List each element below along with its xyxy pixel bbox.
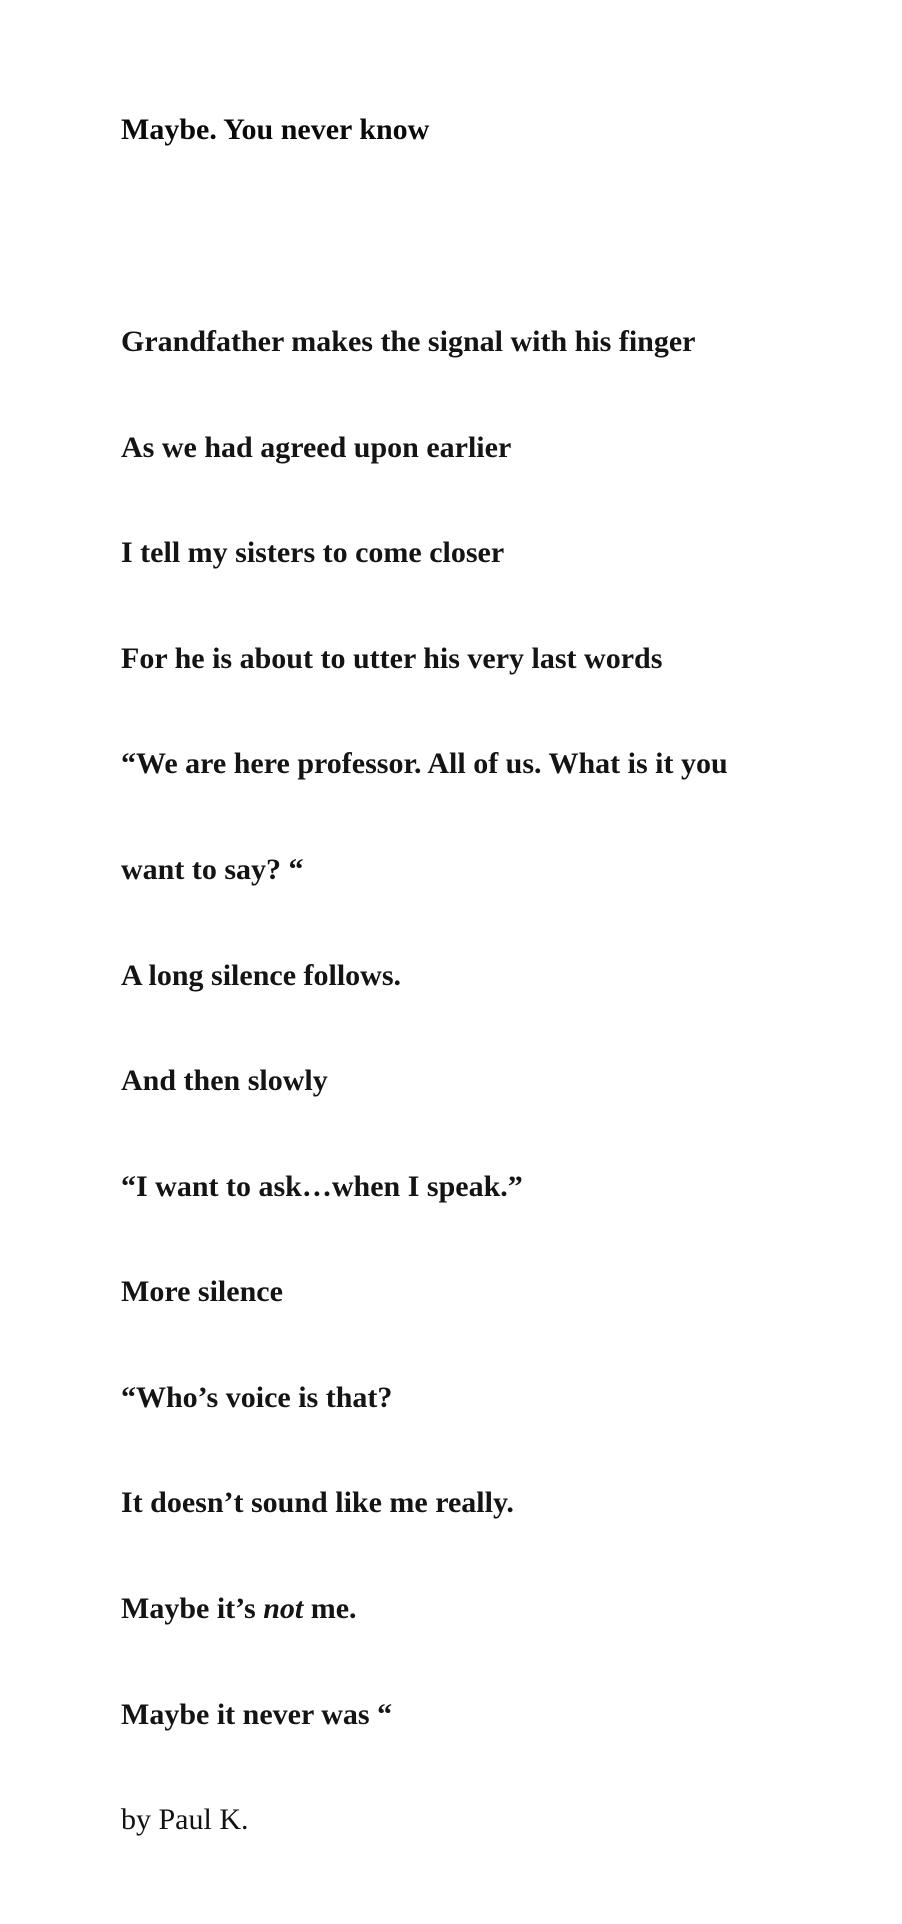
poem-line: Grandfather makes the signal with his finger xyxy=(121,325,696,358)
poem-line: “I want to ask…when I speak.” xyxy=(121,1170,523,1203)
poem-line: As we had agreed upon earlier xyxy=(121,431,512,464)
emphasis-word: not xyxy=(263,1592,304,1625)
author-byline: by Paul K. xyxy=(121,1803,249,1836)
poem-final-line: Maybe it never was “ xyxy=(121,1698,393,1731)
poem-line: “Who’s voice is that? xyxy=(121,1381,393,1414)
poem-line: “We are here professor. All of us. What is it you xyxy=(121,747,728,780)
emphasis-line-after: me. xyxy=(303,1592,357,1625)
poem-line: For he is about to utter his very last words xyxy=(121,642,663,675)
emphasis-line-before: Maybe it’s xyxy=(121,1592,264,1625)
poem-line-emphasis xyxy=(121,1590,357,1628)
poem-title: Maybe. You never know xyxy=(121,113,430,146)
poem-line: I tell my sisters to come closer xyxy=(121,536,505,569)
poem-line: want to say? “ xyxy=(121,853,304,886)
poem-line: And then slowly xyxy=(121,1064,328,1097)
poem-line: A long silence follows. xyxy=(121,959,402,992)
poem-line: More silence xyxy=(121,1275,283,1308)
poem-line: It doesn’t sound like me really. xyxy=(121,1486,514,1519)
